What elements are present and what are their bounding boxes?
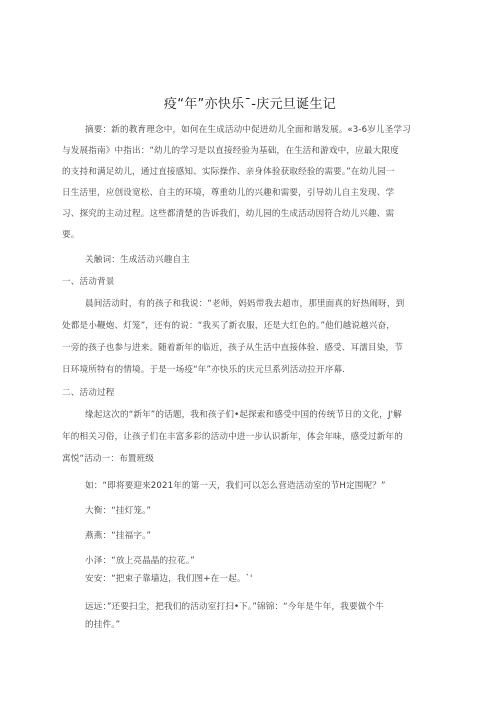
abstract-line: 摘要：新的教育理念中，如何在生成活动中促进幼儿全面和谐发展。«3-6岁儿圣学习 [85, 125, 411, 135]
dialogue-line: 的挂件。” [85, 620, 121, 630]
keywords-line: 关触词：生成活动兴趣自主 [85, 255, 190, 265]
dialogue-line: 大衡：“挂灯笼。” [85, 506, 152, 516]
paragraph-line: 日环境所特有的情境。于是一场疫“年”亦快乐的庆元旦系列活动拉开序幕. [62, 365, 346, 375]
paragraph-line: 缘起这次的“新年”的话题，我和孩子们•起探索和感受中国的传统节日的文化，J'解 [85, 410, 402, 420]
section-heading: 二、活动过程 [62, 388, 115, 398]
dialogue-line: 安安：“把束子靠墙边，我们图+在一起。`' [85, 574, 253, 584]
document-title: 疫“年”亦快乐¯-庆元旦诞生记 [163, 97, 337, 112]
dialogue-line: 如：“即将要迎来2021年的第一天，我们可以怎么营造活动室的节H定围呢？” [85, 481, 386, 491]
paragraph-line: 处都是小鞭炮、灯笼”，还有的说：“我买了新衣服，还是大红色的。”他们越说越兴奋， [62, 321, 396, 331]
abstract-line: 习、探究的主动过程。这些都清楚的告诉我们，幼儿园的生成活动因符合幼儿兴趣、需 [62, 209, 395, 219]
abstract-line: 与发展指南》中指出：“幼儿的学习是以直接经验为基础，在生活和游戏中，应最大限度 [62, 146, 399, 156]
paragraph-line: 年的相关习俗，让孩子们在丰富多彩的活动中进一步认识新年，体会年味，感受过新年的 [62, 432, 404, 442]
abstract-line: 要。 [62, 230, 80, 240]
section-heading: 一、活动背景 [62, 277, 115, 287]
abstract-line: 日生活里，应创设宽松、自主的环境，尊重幼儿的兴趣和需要，引导幼儿自主发现、学 [62, 188, 395, 198]
paragraph-line: 一旁的孩子也参与进来。随着新年的临近，孩子从生活中直接体验、感受、耳濡目染，节 [62, 343, 404, 353]
dialogue-line: 燕燕：“挂福字。” [85, 531, 152, 541]
dialogue-line: 小泽：“放上亮晶晶的拉花。” [85, 556, 195, 566]
paragraph-line: 寓悦“活动一：布置班级 [62, 454, 155, 464]
dialogue-line: 远远：”还要扫尘，把我们的活动室打扫•下。”锦锦：“今年是牛年，我要做个牛 [85, 602, 384, 612]
paragraph-line: 晨间活动时，有的孩子和我说：“老师，妈妈带我去超市，那里面真的好热闹呀，到 [85, 299, 405, 309]
abstract-line: 的支持和满足幼儿，通过直接感知、实际操作、亲身体验获取经验的需要。”在幼儿园一 [62, 167, 395, 177]
